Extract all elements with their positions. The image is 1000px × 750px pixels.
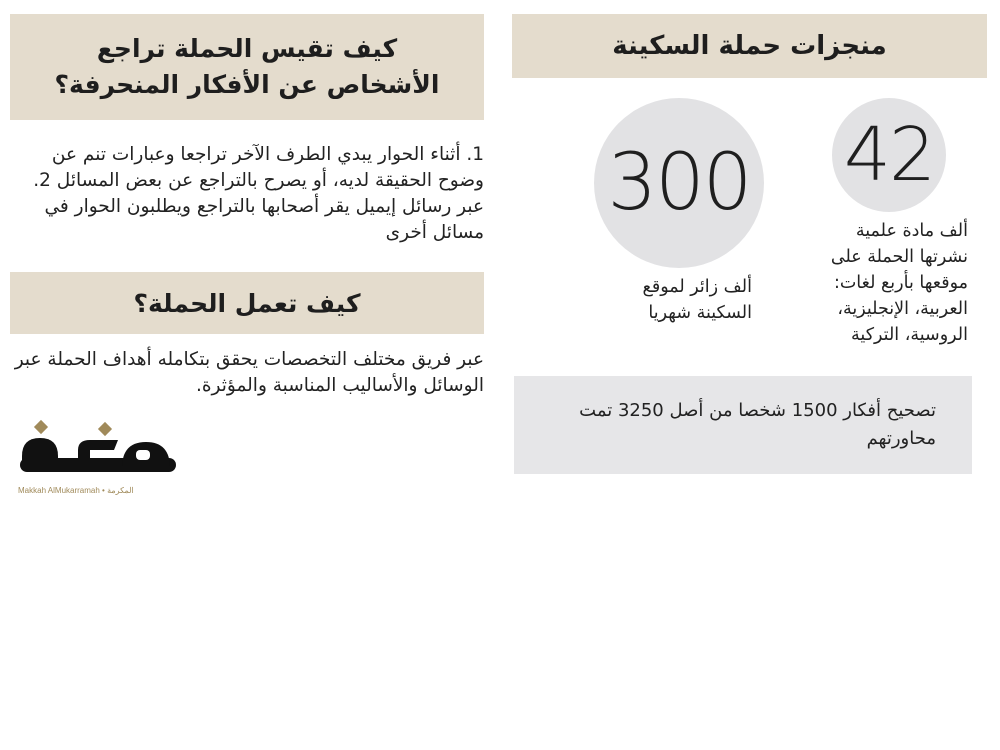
heading-achievements: منجزات حملة السكينة bbox=[612, 31, 887, 61]
logo-caption-en: Makkah AlMukarramah bbox=[18, 486, 100, 495]
stat-42-value: 42 bbox=[843, 112, 935, 198]
heading-how: كيف تعمل الحملة؟ bbox=[133, 288, 361, 318]
measure-paragraph: 1. أثناء الحوار يبدي الطرف الآخر تراجعا وعبارات تنم عن وضوح الحقيقة لديه، أو يصرح بالتراجع عن بعض المسائل 2. عبر رسائل إيميل يقر أصحابها بالتراجع ويطلبون الحوار في مسائل أخرى bbox=[33, 144, 484, 243]
corrections-text: تصحيح أفكار 1500 شخصا من أصل 3250 تمت محاورتهم bbox=[579, 400, 936, 449]
makkah-logo-mark bbox=[18, 418, 180, 480]
makkah-logo bbox=[18, 418, 180, 498]
logo-caption-ar: المكرمة bbox=[107, 486, 134, 495]
stat-42-circle bbox=[832, 98, 946, 212]
stat-300-value: 300 bbox=[607, 138, 751, 228]
heading-measure-band bbox=[10, 14, 484, 120]
stat-300-circle bbox=[594, 98, 764, 268]
stat-42-caption: ألف مادة علمية نشرتها الحملة على موقعها بأربع لغات: العربية، الإنجليزية، الروسية، التركية bbox=[830, 221, 968, 345]
how-paragraph: عبر فريق مختلف التخصصات يحقق بتكامله أهداف الحملة عبر الوسائل والأساليب المناسبة والمؤثرة. bbox=[14, 349, 484, 396]
corrections-box bbox=[514, 376, 972, 474]
heading-measure: كيف تقيس الحملة تراجع الأشخاص عن الأفكار المنحرفة؟ bbox=[54, 34, 440, 99]
logo-caption: Makkah AlMukarramah • المكرمة bbox=[18, 486, 134, 495]
heading-achievements-band bbox=[512, 14, 987, 78]
stat-300-caption: ألف زائر لموقع السكينة شهريا bbox=[642, 277, 752, 323]
heading-how-band bbox=[10, 272, 484, 334]
